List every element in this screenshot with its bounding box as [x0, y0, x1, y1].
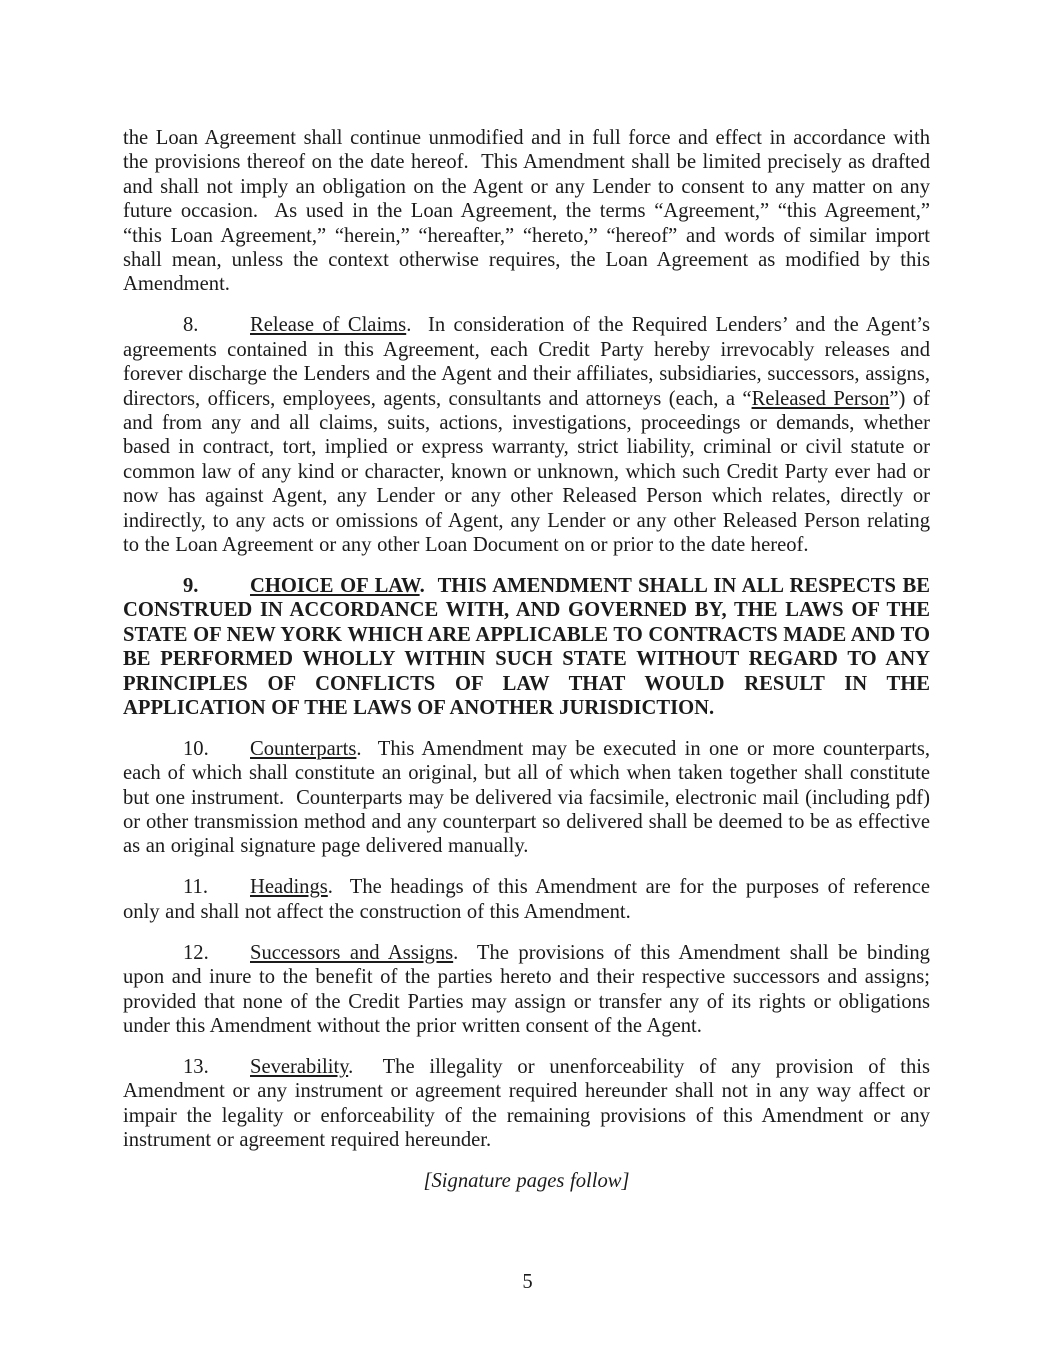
- section-heading: Released Person: [751, 387, 890, 410]
- section-heading: CHOICE OF LAW: [250, 574, 420, 597]
- paragraph-number: 11.: [183, 876, 208, 899]
- signature-note: [123, 1169, 930, 1193]
- section-heading: Counterparts: [250, 737, 357, 760]
- paragraph-number: 10.: [183, 737, 209, 760]
- section-heading: Severability: [250, 1055, 349, 1078]
- paragraph-number: 8.: [183, 314, 199, 337]
- page-number: 5: [522, 1271, 533, 1293]
- paragraph-text: [Signature pages follow]: [423, 1169, 630, 1192]
- paragraph-text: . THIS AMENDMENT SHALL IN ALL RESPECTS BE CONSTRUED IN ACCORDANCE WITH, AND GOVERNED BY, THE LAWS OF THE STATE OF NEW YORK WHICH ARE APPLICABLE TO CONTRACTS MADE AND TO BE PERFORMED WHOLLY WITHIN SUCH STATE WITHOUT REGARD TO ANY PRINCIPLES OF CONFLICTS OF LAW THAT WOULD RESULT IN THE APPLICATION OF THE LAWS OF ANOTHER JURISDICTION.: [123, 574, 930, 719]
- section-heading: Successors and Assigns: [250, 941, 454, 964]
- paragraph-text: . The illegality or unenforceability of any provision of this Amendment or any instrument or agreement required hereunder shall not in any way affect or impair the legality or enforceability of the remaining provisions of this Amendment or any instrument or agreement required hereunder.: [123, 1055, 930, 1152]
- paragraph-text: the Loan Agreement shall continue unmodified and in full force and effect in accordance with the provisions thereof on the date hereof. This Amendment shall be limited precisely as drafted and shall not imply an obligation on the Agent or any Lender to consent to any matter on any future occasion. As used in the Loan Agreement, the terms “Agreement,” “this Agreement,” “this Loan Agreement,” “herein,” “hereafter,” “hereto,” “hereof” and words of similar import shall mean, unless the context otherwise requires, the Loan Agreement as modified by this Amendment.: [123, 127, 930, 296]
- paragraph-section-13-severability: [123, 1055, 930, 1153]
- paragraph-text: . In consideration of the Required Lenders’ and the Agent’s agreements contained in this Agreement, each Credit Party hereby irrevocably releases and forever discharge the Lenders and the Agent and their affiliates, subsidiaries, successors, assigns, directors, officers, employees, agents, consultants and attorneys (each, a “: [123, 314, 930, 410]
- paragraph-text: . The headings of this Amendment are for the purposes of reference only and shall not affect the construction of this Amendment.: [123, 876, 930, 923]
- paragraph-text: . This Amendment may be executed in one or more counterparts, each of which shall constitute an original, but all of which when taken together shall constitute but one instrument. Counterparts may be delivered via facsimile, electronic mail (including pdf) or other transmission method and any counterpart so delivered shall be deemed to be as effective as an original signature page delivered manually.: [123, 737, 930, 858]
- paragraph-number: 13.: [183, 1055, 209, 1078]
- document-body: [123, 126, 930, 1210]
- section-heading: Release of Claims: [250, 314, 407, 337]
- paragraph-section-12-successors-and-assigns: [123, 941, 930, 1039]
- paragraph-text: . The provisions of this Amendment shall be binding upon and inure to the benefit of the parties hereto and their respective successors and assigns; provided that none of the Credit Parties may assign or transfer any of its rights or obligations under this Amendment without the prior written consent of the Agent.: [123, 941, 930, 1037]
- paragraph-section-8-release-of-claims: [123, 313, 930, 557]
- paragraph-number: 12.: [183, 941, 209, 964]
- paragraph-section-9-choice-of-law: [123, 574, 930, 720]
- paragraph-section-10-counterparts: [123, 737, 930, 859]
- paragraph-section-11-headings: [123, 875, 930, 924]
- paragraph-number: 9.: [183, 574, 199, 597]
- section-heading: Headings: [250, 876, 328, 899]
- paragraph-continuation: [123, 126, 930, 297]
- paragraph-text: ”) of and from any and all claims, suits, actions, investigations, proceedings or demands, whether based in contract, tort, implied or express warranty, strict liability, criminal or civil statute or common law of any kind or character, known or unknown, which such Credit Party ever had or now has against Agent, any Lender or any other Released Person which relates, directly or indirectly, to any acts or omissions of Agent, any Lender or any other Released Person relating to the Loan Agreement or any other Loan Document on or prior to the date hereof.: [123, 387, 930, 556]
